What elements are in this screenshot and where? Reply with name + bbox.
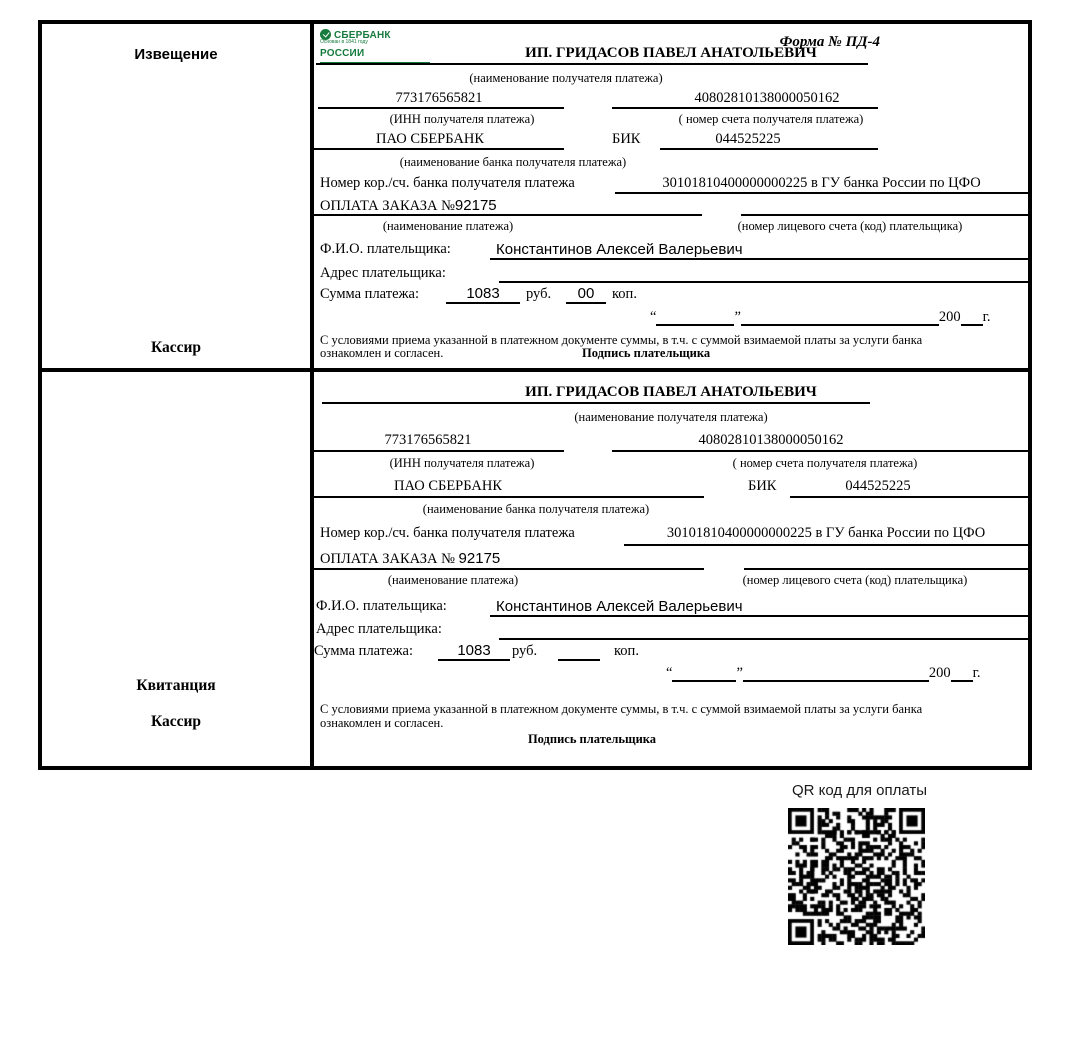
rule <box>446 302 520 304</box>
rule <box>490 258 1028 260</box>
bank-name-label: (наименование банка получателя платежа) <box>399 155 627 169</box>
sberbank-logo-tagline: Основан в 1841 году <box>320 39 368 45</box>
inn-value: 773176565821 <box>384 432 472 448</box>
bank-name-value: ПАО СБЕРБАНК <box>394 478 502 494</box>
date-line <box>650 309 991 326</box>
agreement-line2: ознакомлен и согласен. <box>320 346 444 360</box>
date-day-line <box>672 667 736 682</box>
year-suffix: г. <box>982 309 991 325</box>
sum-label: Сумма платежа: <box>320 286 419 302</box>
quote-close: ” <box>736 665 743 681</box>
date-month-line <box>743 667 929 682</box>
rule <box>558 659 600 661</box>
rule <box>790 496 1028 498</box>
agreement-line1: С условиями приема указанной в платежном документе суммы, в т.ч. с суммой взимаемой платы за услуги банка <box>320 702 923 716</box>
signature-label: Подпись плательщика <box>582 346 711 360</box>
rule <box>314 450 564 452</box>
rule <box>314 148 564 150</box>
quote-open: “ <box>666 665 673 681</box>
payee-name-label: (наименование получателя платежа) <box>574 410 768 424</box>
payer-name-value: Константинов Алексей Валерьевич <box>496 241 743 258</box>
payee-name: ИП. ГРИДАСОВ ПАВЕЛ АНАТОЛЬЕВИЧ <box>525 384 817 400</box>
year-line <box>951 667 973 682</box>
sum-label: Сумма платежа: <box>314 643 413 659</box>
receipt-section <box>42 372 1028 766</box>
rule <box>314 214 702 216</box>
agreement-line1: С условиями приема указанной в платежном документе суммы, в т.ч. с суммой взимаемой платы за услуги банка <box>320 333 923 347</box>
date-month-line <box>741 311 939 326</box>
agreement-line2: ознакомлен и согласен. <box>320 716 444 730</box>
signature-label: Подпись плательщика <box>527 732 657 746</box>
payment-name-prefix: ОПЛАТА ЗАКАЗА № <box>320 551 455 567</box>
corr-account-value: 30101810400000000225 в ГУ банка России по ЦФО <box>662 175 981 191</box>
notice-body <box>314 24 1028 368</box>
account-value: 40802810138000050162 <box>698 432 844 448</box>
account-label: ( номер счета получателя платежа) <box>678 112 864 126</box>
sberbank-logo-text: СБЕРБАНК РОССИИ <box>320 30 391 59</box>
bank-name-value: ПАО СБЕРБАНК <box>376 131 484 147</box>
kop-label: коп. <box>612 286 637 302</box>
rule <box>499 638 1028 640</box>
sum-rub-value: 1083 <box>466 285 500 302</box>
year-line <box>961 311 983 326</box>
inn-label: (ИНН получателя платежа) <box>389 456 535 470</box>
order-number: 92175 <box>454 197 497 214</box>
payee-name-label: (наименование получателя платежа) <box>469 71 663 85</box>
date-day-line <box>656 311 734 326</box>
year-prefix: 200 <box>928 665 951 681</box>
year-prefix: 200 <box>938 309 961 325</box>
notice-side-bottom-label: Кассир <box>150 339 202 356</box>
bik-label: БИК <box>612 131 641 147</box>
receipt-body <box>314 372 1028 766</box>
inn-value: 773176565821 <box>395 90 483 106</box>
payment-name-value <box>320 550 500 568</box>
corr-account-label: Номер кор./сч. банка получателя платежа <box>320 175 575 191</box>
payment-name-label: (наименование платежа) <box>382 219 514 233</box>
rule <box>624 544 1028 546</box>
rule <box>318 107 564 109</box>
rule <box>744 568 1028 570</box>
notice-side-top-label: Извещение <box>134 46 218 63</box>
inn-label: (ИНН получателя платежа) <box>389 112 535 126</box>
qr-code <box>788 808 925 945</box>
rub-label: руб. <box>512 643 538 659</box>
corr-account-value: 30101810400000000225 в ГУ банка России по ЦФО <box>666 525 986 541</box>
bank-name-label: (наименование банка получателя платежа) <box>422 502 650 516</box>
receipt-side-top-label: Квитанция <box>136 677 216 694</box>
sum-rub-value: 1083 <box>457 642 491 659</box>
rule <box>660 148 878 150</box>
account-label: ( номер счета получателя платежа) <box>732 456 918 470</box>
payer-name-label: Ф.И.О. плательщика: <box>320 241 451 257</box>
form-number: Форма № ПД-4 <box>779 34 880 50</box>
receipt-side-bottom-label: Кассир <box>150 713 202 730</box>
personal-account-label: (номер лицевого счета (код) плательщика) <box>742 573 968 587</box>
notice-side-cell <box>42 24 314 368</box>
quote-open: “ <box>650 309 657 325</box>
rule <box>316 63 868 65</box>
pd4-form <box>38 20 1032 770</box>
personal-account-label: (номер лицевого счета (код) плательщика) <box>737 219 963 233</box>
payment-name-value <box>320 197 497 215</box>
qr-title: QR код для оплаты <box>791 782 927 799</box>
rule <box>322 402 870 404</box>
rule <box>314 496 704 498</box>
payer-address-label: Адрес плательщика: <box>320 265 446 281</box>
sum-kop-value: 00 <box>577 285 595 302</box>
receipt-side-cell <box>42 372 314 766</box>
rule <box>438 659 510 661</box>
payer-address-label: Адрес плательщика: <box>316 621 442 637</box>
payment-name-prefix: ОПЛАТА ЗАКАЗА № <box>320 198 455 214</box>
rule <box>490 615 1028 617</box>
date-line <box>666 665 981 682</box>
kop-label: коп. <box>614 643 639 659</box>
account-value: 40802810138000050162 <box>694 90 840 106</box>
year-suffix: г. <box>972 665 981 681</box>
corr-account-label: Номер кор./сч. банка получателя платежа <box>320 525 575 541</box>
rule <box>741 214 1028 216</box>
payee-name: ИП. ГРИДАСОВ ПАВЕЛ АНАТОЛЬЕВИЧ <box>525 45 817 61</box>
quote-close: ” <box>734 309 741 325</box>
rule <box>499 281 1028 283</box>
payer-name-value: Константинов Алексей Валерьевич <box>496 598 743 615</box>
rule <box>566 302 606 304</box>
payment-name-label: (наименование платежа) <box>387 573 519 587</box>
rule <box>612 107 878 109</box>
bik-value: 044525225 <box>845 478 911 494</box>
rule <box>314 568 704 570</box>
payer-name-label: Ф.И.О. плательщика: <box>316 598 447 614</box>
rub-label: руб. <box>526 286 552 302</box>
order-number: 92175 <box>458 550 501 567</box>
rule <box>612 450 1028 452</box>
bik-label: БИК <box>748 478 777 494</box>
rule <box>615 192 1028 194</box>
notice-section <box>42 24 1028 372</box>
bik-value: 044525225 <box>715 131 781 147</box>
